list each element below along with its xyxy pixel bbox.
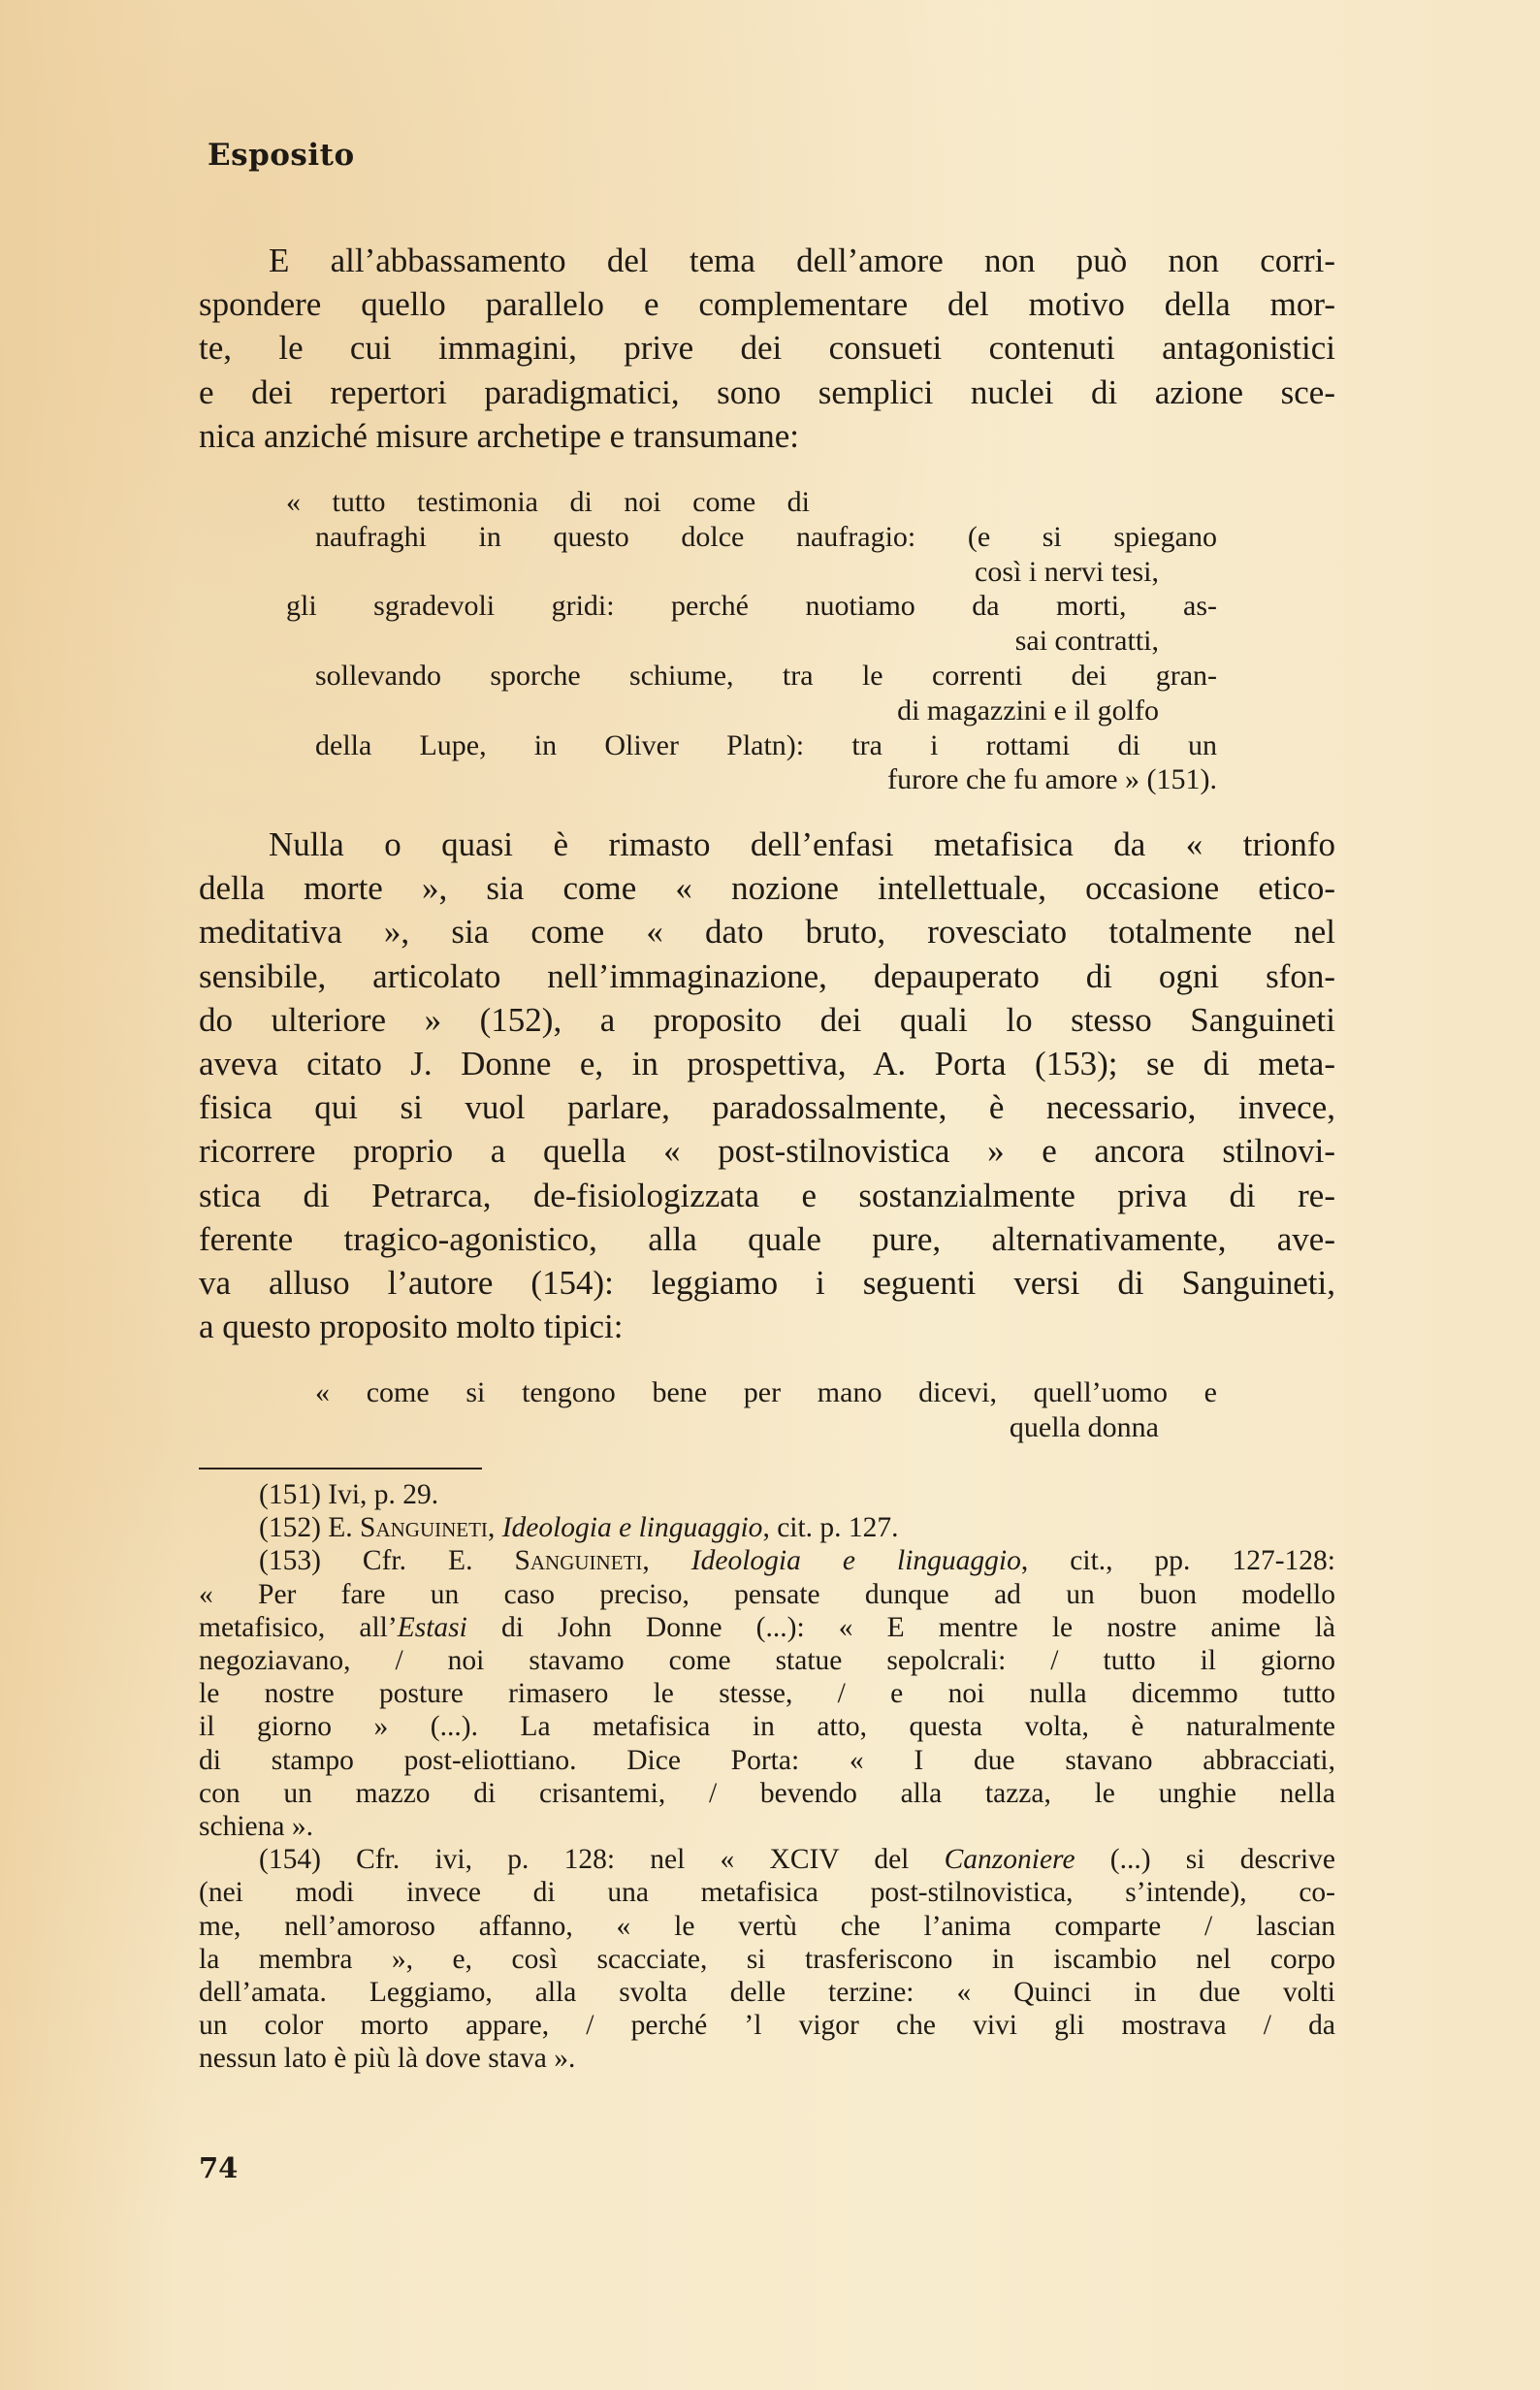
poem-line: « tutto testimonia di noi come di xyxy=(286,486,810,518)
footnote-text: (...) si descrive xyxy=(1075,1844,1335,1876)
paragraph-line: ferente tragico-agonistico, alla quale pure, alternativamente, ave- xyxy=(199,1219,1335,1258)
footnote-text: , cit., pp. 127-128: xyxy=(1020,1545,1335,1577)
footnote-title: Ideologia e linguaggio xyxy=(690,1545,1021,1577)
paragraph-line: E all’abbassamento del tema dell’amore non può non corri- xyxy=(269,242,1335,279)
footnote-line: un color morto appare, / perché ’l vigor che vivi gli mostrava / da xyxy=(199,2010,1335,2042)
footnote-text: , xyxy=(642,1545,691,1577)
paragraph-line: fisica qui si vuol parlare, paradossalmente, è necessario, invece, xyxy=(199,1088,1335,1127)
footnote-text: , cit. p. 127. xyxy=(762,1512,899,1544)
paragraph-line: aveva citato J. Donne e, in prospettiva, A. Porta (153); se di meta- xyxy=(199,1045,1335,1083)
paragraph-line: meditativa », sia come « dato bruto, rovesciato totalmente nel xyxy=(199,913,1335,952)
poem-line: « come si tengono bene per mano dicevi, quell’uomo e xyxy=(315,1376,1217,1408)
footnote-line: la membra », e, così scacciate, si trasferiscono in iscambio nel corpo xyxy=(199,1943,1335,1975)
paragraph-1 xyxy=(199,239,1335,458)
footnote-author: Sanguineti xyxy=(360,1512,488,1544)
paragraph-line: sensibile, articolato nell’immaginazione, depauperato di ogni sfon- xyxy=(199,956,1335,995)
paragraph-line: do ulteriore » (152), a proposito dei quali lo stesso Sanguineti xyxy=(199,1000,1335,1039)
footnote-line: negoziavano, / noi stavamo come statue sepolcrali: / tutto il giorno xyxy=(199,1645,1335,1677)
poem-line: naufraghi in questo dolce naufragio: (e si spiegano xyxy=(315,520,1217,553)
poem-line: sollevando sporche schiume, tra le correnti dei gran- xyxy=(315,659,1217,692)
footnote-152 xyxy=(199,1511,1335,1544)
poem-quote-1 xyxy=(286,485,1217,797)
paragraph-line: nica anziché misure archetipe e transumane: xyxy=(199,416,799,455)
poem-line: sai contratti, xyxy=(1014,625,1159,658)
footnote-line: schiena ». xyxy=(199,1811,313,1843)
poem-line: di magazzini e il golfo xyxy=(897,694,1159,727)
footnote-line xyxy=(199,1611,1335,1644)
paragraph-line: a questo proposito molto tipici: xyxy=(199,1308,624,1346)
footnote-line: il giorno » (...). La metafisica in atto, questa volta, è naturalmente xyxy=(199,1711,1335,1743)
poem-line: della Lupe, in Oliver Platn): tra i rottami di un xyxy=(315,728,1217,761)
footnote-author: Sanguineti xyxy=(514,1545,643,1577)
footnote-line: le nostre posture rimasero le stesse, / e noi nulla dicemmo tutto xyxy=(199,1678,1335,1710)
footnote-text: (152) E. xyxy=(259,1512,361,1544)
paragraph-line: te, le cui immagini, prive dei consueti contenuti antagonistici xyxy=(199,329,1335,368)
paragraph-line: va alluso l’autore (154): leggiamo i seguenti versi di Sanguineti, xyxy=(199,1264,1335,1303)
paragraph-line: stica di Petrarca, de-fisiologizzata e sostanzialmente priva di re- xyxy=(199,1176,1335,1214)
poem-line: furore che fu amore » (151). xyxy=(887,763,1217,796)
footnote-line: me, nell’amoroso affanno, « le vertù che l’anima comparte / lascian xyxy=(199,1910,1335,1942)
paragraph-line: ricorrere proprio a quella « post-stilnovistica » e ancora stilnovi- xyxy=(199,1132,1335,1171)
poem-line: quella donna xyxy=(1009,1410,1159,1443)
running-head: Esposito xyxy=(208,138,355,173)
footnote-153 xyxy=(199,1544,1335,1577)
paragraph-2 xyxy=(199,823,1335,1348)
footnote-line: dell’amata. Leggiamo, alla svolta delle terzine: « Quinci in due volti xyxy=(199,1977,1335,2009)
paragraph-line: e dei repertori paradigmatici, sono semplici nuclei di azione sce- xyxy=(199,372,1335,411)
footnote-text: (154) Cfr. ivi, p. 128: nel « XCIV del xyxy=(259,1844,945,1876)
footnote-line: (nei modi invece di una metafisica post-stilnovistica, s’intende), co- xyxy=(199,1877,1335,1909)
page-number: 74 xyxy=(199,2151,239,2184)
footnote-line: « Per fare un caso preciso, pensate dunque ad un buon modello xyxy=(199,1578,1335,1610)
footnote-151: (151) Ivi, p. 29. xyxy=(259,1479,439,1510)
footnote-title: Estasi xyxy=(397,1611,467,1643)
footnote-text: (153) Cfr. E. xyxy=(259,1545,515,1577)
footnotes xyxy=(199,1478,1335,2076)
paragraph-line: spondere quello parallelo e complementare del motivo della mor- xyxy=(199,285,1335,324)
footnote-text: , xyxy=(487,1512,502,1544)
footnote-line: con un mazzo di crisantemi, / bevendo alla tazza, le unghie nella xyxy=(199,1777,1335,1809)
poem-line: gli sgradevoli gridi: perché nuotiamo da morti, as- xyxy=(286,590,1217,623)
footnote-line: di stampo post-eliottiano. Dice Porta: « I due stavano abbracciati, xyxy=(199,1744,1335,1776)
poem-line: così i nervi tesi, xyxy=(975,555,1159,588)
footnote-title: Ideologia e linguaggio xyxy=(501,1512,763,1544)
footnote-154 xyxy=(199,1843,1335,1876)
poem-quote-2 xyxy=(286,1375,1217,1445)
footnote-line: nessun lato è più là dove stava ». xyxy=(199,2043,576,2075)
footnote-text: metafisico, all’ xyxy=(199,1611,398,1643)
footnote-separator xyxy=(199,1468,482,1470)
footnote-title: Canzoniere xyxy=(944,1844,1075,1876)
footnote-text: di John Donne (...): « E mentre le nostre anime là xyxy=(466,1611,1335,1643)
paragraph-line: della morte », sia come « nozione intellettuale, occasione etico- xyxy=(199,869,1335,908)
paragraph-line: Nulla o quasi è rimasto dell’enfasi metafisica da « trionfo xyxy=(269,825,1335,863)
